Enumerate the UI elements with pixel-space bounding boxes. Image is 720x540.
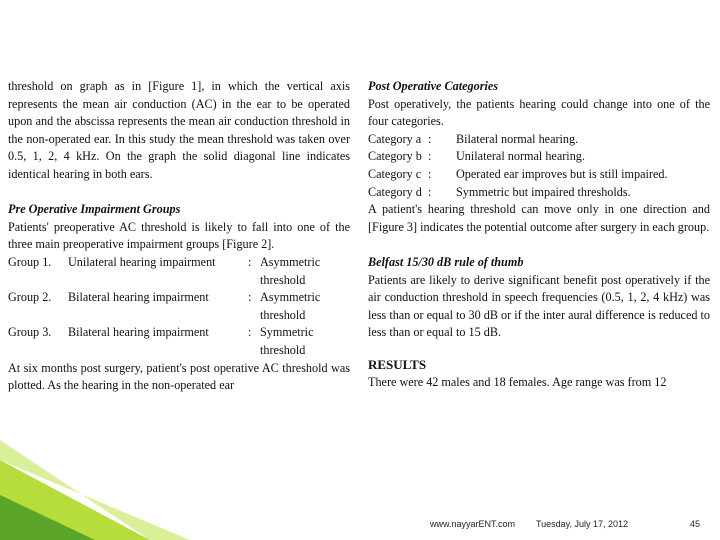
groups-intro-paragraph: Patients' preoperative AC threshold is likely to fall into one of the three main preoperative impairment groups [Figure 2]. [8, 219, 350, 252]
right-column [368, 78, 710, 391]
category-desc: Unilateral normal hearing. [456, 149, 585, 164]
category-desc: Bilateral normal hearing. [456, 131, 579, 146]
category-sep: : [428, 166, 432, 181]
group-sep: : [248, 254, 252, 269]
belfast-heading: Belfast 15/30 dB rule of thumb [368, 254, 524, 269]
group-label: Group 1. [8, 254, 52, 269]
categories-list [368, 131, 710, 201]
post-operative-heading: Post Operative Categories [368, 79, 498, 93]
group-desc: Bilateral hearing impairment [68, 290, 209, 305]
footer-date: Tuesday, July 17, 2012 [536, 519, 629, 529]
category-label: Category a [368, 131, 422, 146]
category-desc: Symmetric but impaired thresholds. [456, 184, 631, 199]
category-label: Category b [368, 149, 422, 164]
category-desc: Operated ear improves but is still impaired. [456, 166, 668, 181]
group-label: Group 2. [8, 290, 52, 305]
pre-operative-heading: Pre Operative Impairment Groups [8, 202, 181, 217]
threshold-movement-paragraph: A patient's hearing threshold can move only in one direction and [Figure 3] indicates the potential outcome after surgery in each group. [368, 202, 710, 234]
green-corner-decoration [0, 440, 200, 540]
belfast-paragraph: Patients are likely to derive significant benefit post operatively if the air conduction threshold in speech frequencies (0.5, 1, 2, 4 kHz) was less than or equal to 30 dB or if the inter aural difference is reduced to less than or equal to 15 dB. [368, 272, 710, 340]
slide-number: 45 [690, 519, 701, 529]
category-sep: : [428, 131, 432, 146]
left-column [8, 78, 350, 395]
footer-website: www.nayyarENT.com [430, 519, 516, 529]
category-row [368, 148, 710, 166]
group-row [8, 289, 350, 324]
group-value: Asymmetric threshold [260, 254, 321, 287]
category-label: Category c [368, 166, 422, 181]
group-sep: : [248, 325, 252, 340]
group-value: Asymmetric threshold [260, 290, 321, 322]
left-intro-paragraph: threshold on graph as in [Figure 1], in which the vertical axis represents the mean air conduction (AC) in the ear to be operated upon and the abscissa represents the mean air conduction threshold in the non-operated ear. In this study the mean threshold was taken over 0.5, 1, 2, 4 kHz. On the graph the solid diagonal line indicates identical hearing in both ears. [8, 79, 350, 181]
left-closing-paragraph: At six months post surgery, patient's post operative AC threshold was plotted. As the hearing in the non-operated ear [8, 360, 350, 393]
category-row [368, 166, 710, 184]
category-sep: : [428, 184, 432, 199]
group-value: Symmetric threshold [260, 325, 314, 357]
category-label: Category d [368, 184, 422, 199]
results-heading: RESULTS [368, 356, 427, 372]
results-paragraph: There were 42 males and 18 females. Age range was from 12 [368, 374, 667, 389]
category-row [368, 131, 710, 149]
group-desc: Unilateral hearing impairment [68, 254, 216, 269]
category-sep: : [428, 149, 432, 164]
category-row [368, 184, 710, 202]
post-operative-intro: Post operatively, the patients hearing could change into one of the four categories. [368, 96, 710, 129]
group-label: Group 3. [8, 325, 52, 340]
group-row [8, 254, 350, 289]
group-desc: Bilateral hearing impairment [68, 325, 209, 340]
group-row [8, 324, 350, 359]
groups-list [8, 254, 350, 360]
group-sep: : [248, 290, 252, 305]
